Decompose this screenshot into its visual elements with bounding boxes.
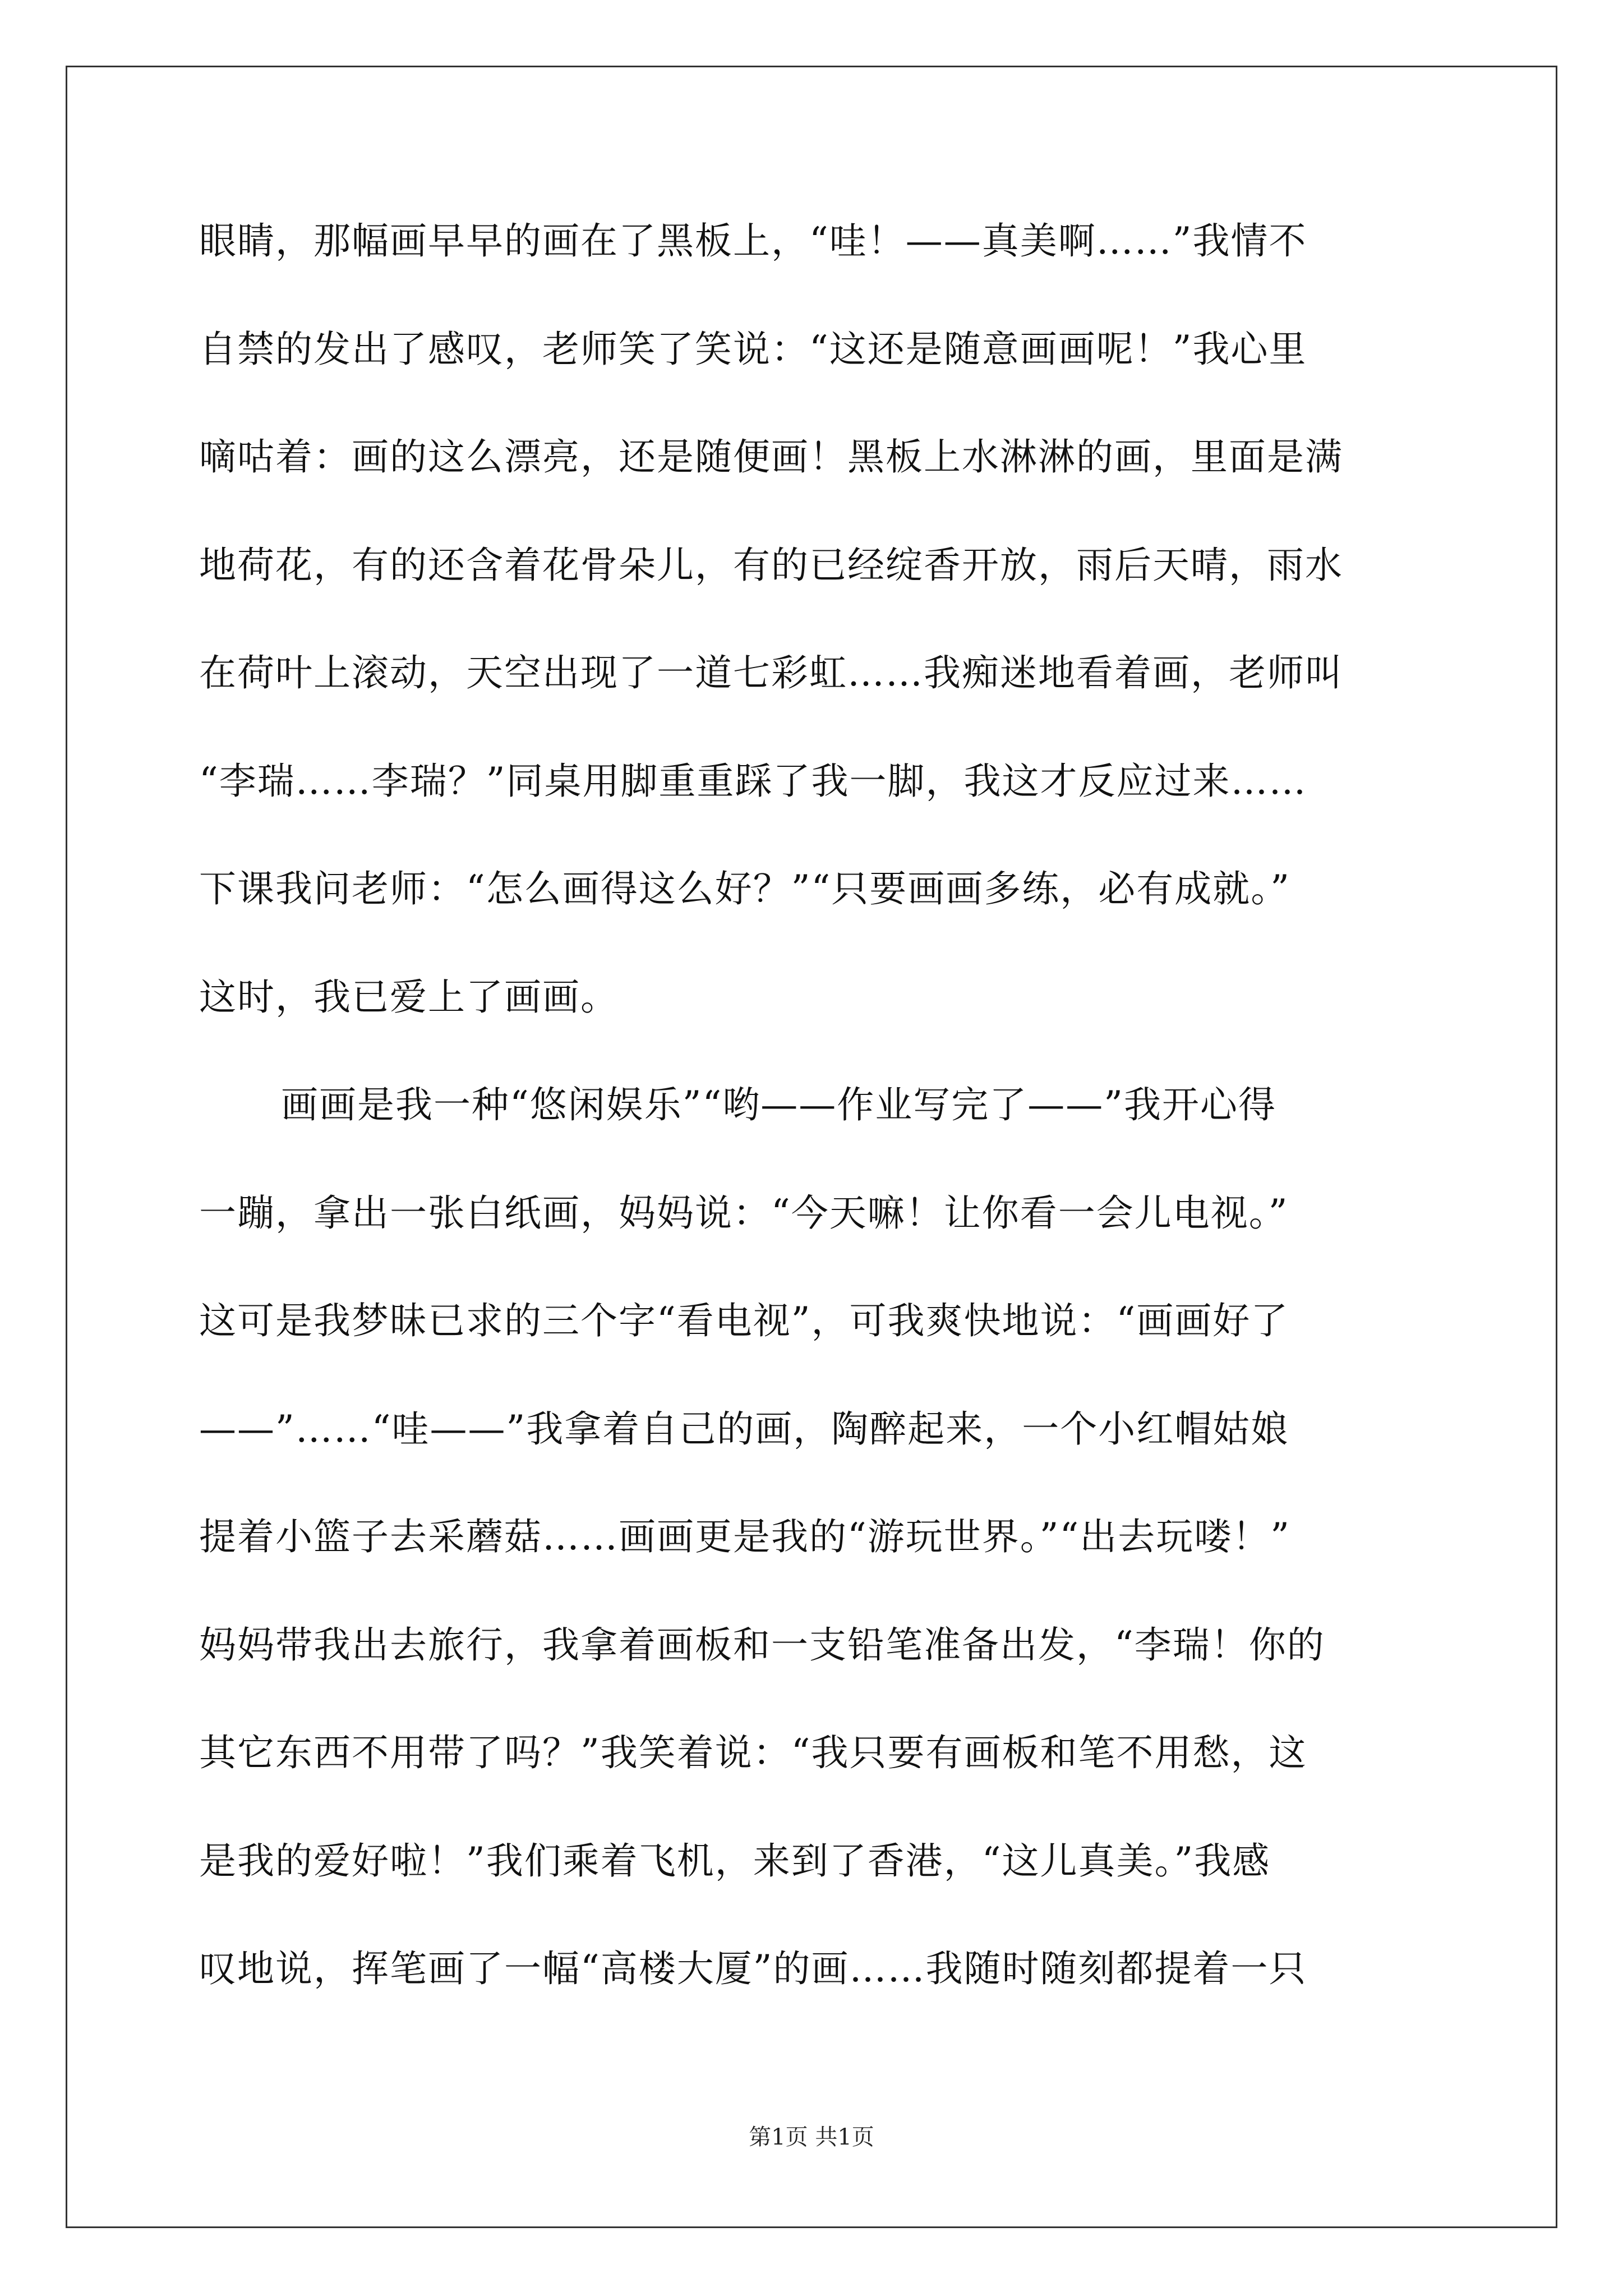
text-line: 眼睛，那幅画早早的画在了黑板上，“哇！——真美啊……”我情不	[199, 219, 1307, 263]
text-line: 妈妈带我出去旅行，我拿着画板和一支铅笔准备出发，“李瑞！你的	[199, 1623, 1325, 1667]
text-line: 下课我问老师：“怎么画得这么好？”“只要画画多练，必有成就。”	[199, 867, 1290, 910]
text-line: 自禁的发出了感叹，老师笑了笑说：“这还是随意画画呢！”我心里	[199, 327, 1307, 371]
text-line: 嘀咕着：画的这么漂亮，还是随便画！黑板上水淋淋的画，里面是满	[199, 435, 1343, 478]
text-line: 提着小篮子去采蘑菇……画画更是我的“游玩世界。”“出去玩喽！”	[199, 1515, 1290, 1558]
text-line: 其它东西不用带了吗？”我笑着说：“我只要有画板和笔不用愁，这	[199, 1731, 1307, 1774]
text-line: 一蹦，拿出一张白纸画，妈妈说：“今天嘛！让你看一会儿电视。”	[199, 1191, 1289, 1235]
text-line: 这可是我梦昧已求的三个字“看电视”，可我爽快地说：“画画好了	[199, 1299, 1289, 1342]
text-line: 这时，我已爱上了画画。	[199, 975, 619, 1019]
page-number-footer: 第1页 共1页	[749, 2124, 874, 2150]
text-line: 在荷叶上滚动，天空出现了一道七彩虹……我痴迷地看着画，老师叫	[199, 651, 1343, 694]
paragraph-first-line: 画画是我一种“悠闲娱乐”“哟——作业写完了——”我开心得	[281, 1083, 1276, 1126]
text-line: 地荷花，有的还含着花骨朵儿，有的已经绽香开放，雨后天晴，雨水	[199, 543, 1343, 587]
text-line: ——”……“哇——”我拿着自己的画，陶醉起来，一个小红帽姑娘	[199, 1407, 1289, 1451]
text-line: 叹地说，挥笔画了一幅“高楼大厦”的画……我随时随刻都提着一只	[199, 1947, 1307, 1990]
document-body	[199, 213, 1427, 2049]
text-line: 是我的爱好啦！”我们乘着飞机，来到了香港，“这儿真美。”我感	[199, 1839, 1271, 1883]
text-line: “李瑞……李瑞？”同桌用脚重重踩了我一脚，我这才反应过来……	[199, 759, 1307, 803]
